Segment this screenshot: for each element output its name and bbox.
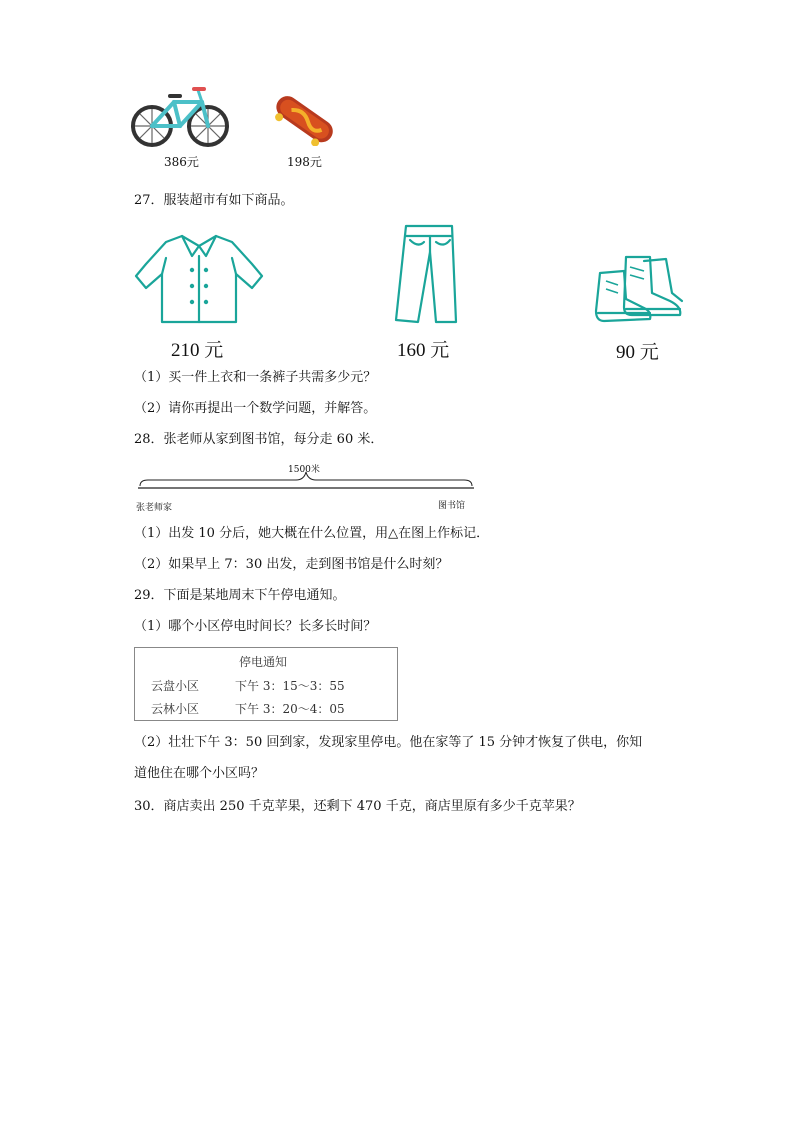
q27-sub2: （2）请你再提出一个数学问题，并解答。 xyxy=(134,401,377,416)
q29-sub2-line2: 道他住在哪个小区吗？ xyxy=(134,766,265,781)
jacket-icon xyxy=(132,230,266,326)
jacket-figure xyxy=(132,230,266,326)
bicycle-figure xyxy=(130,84,232,150)
pants-price: 160 元 xyxy=(397,340,450,361)
notice-time-2: 下午 3：20～4：05 xyxy=(235,702,345,716)
boots-price: 90 元 xyxy=(616,342,659,363)
jacket-price: 210 元 xyxy=(171,340,224,361)
skateboard-icon xyxy=(268,94,340,146)
bicycle-icon xyxy=(130,84,232,150)
end-label: 图书馆 xyxy=(438,501,466,511)
q28-sub1: （1）出发 10 分后，她大概在什么位置，用△在图上作标记． xyxy=(134,526,490,541)
notice-time-1: 下午 3：15～3：55 xyxy=(235,679,345,693)
q28-stem: 28．张老师从家到图书馆，每分走 60 米． xyxy=(134,432,384,447)
skateboard-figure xyxy=(268,94,340,146)
distance-label: 1500米 xyxy=(288,465,320,475)
boots-figure xyxy=(592,253,686,325)
q28-sub2: （2）如果早上 7：30 出发，走到图书馆是什么时刻？ xyxy=(134,557,449,572)
pants-icon xyxy=(392,222,462,326)
power-outage-notice xyxy=(134,647,398,721)
q27-sub1: （1）买一件上衣和一条裤子共需多少元？ xyxy=(134,370,377,385)
boots-icon xyxy=(592,253,686,325)
q27-stem: 27．服装超市有如下商品。 xyxy=(134,193,294,208)
notice-area-1: 云盘小区 xyxy=(151,679,200,693)
q29-sub2-line1: （2）壮壮下午 3：50 回到家，发现家里停电。他在家等了 15 分钟才恢复了供电，你知 xyxy=(134,735,643,750)
q30-stem: 30．商店卖出 250 千克苹果，还剩下 470 千克，商店里原有多少千克苹果？ xyxy=(134,799,581,814)
q29-stem: 29．下面是某地周末下午停电通知。 xyxy=(134,588,346,603)
start-label: 张老师家 xyxy=(136,503,173,513)
q29-sub1: （1）哪个小区停电时间长？长多长时间？ xyxy=(134,619,377,634)
pants-figure xyxy=(392,222,462,326)
skateboard-price: 198元 xyxy=(287,155,322,169)
notice-area-2: 云林小区 xyxy=(151,702,200,716)
bicycle-price: 386元 xyxy=(164,155,199,169)
distance-diagram xyxy=(136,460,476,520)
notice-title: 停电通知 xyxy=(239,655,288,669)
